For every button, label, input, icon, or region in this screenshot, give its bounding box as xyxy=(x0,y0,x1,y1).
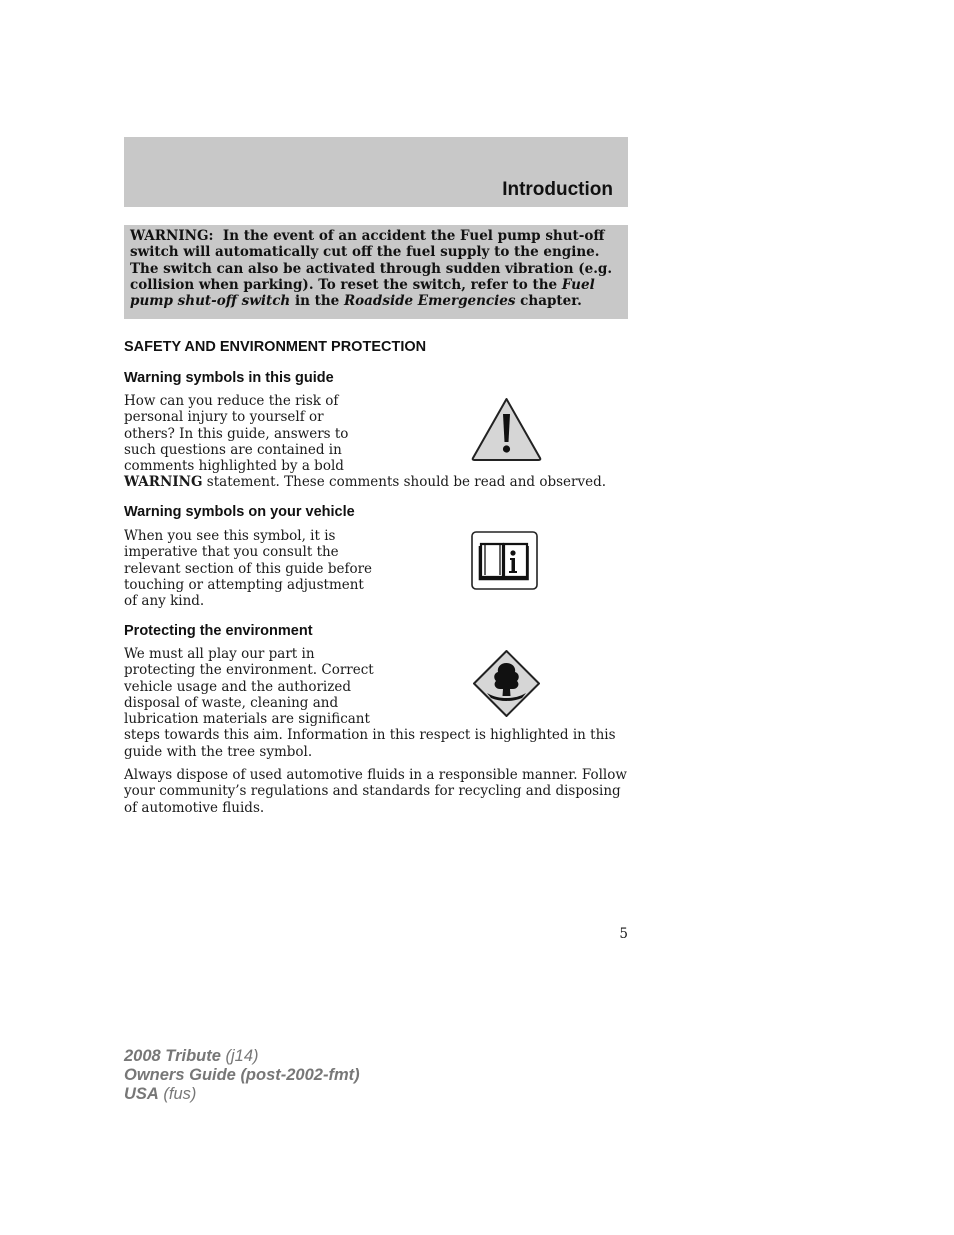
warning-line-2: switch will automatically cut off the fuel supply to the engine. xyxy=(130,244,600,261)
chapter-header-band xyxy=(124,137,628,207)
warning-line-1: WARNING: In the event of an accident the Fuel pump shut-off xyxy=(130,228,605,244)
warning-keyword: WARNING xyxy=(124,474,203,491)
footer-line-2: Owners Guide (post-2002-fmt) xyxy=(124,1066,360,1084)
fuel-pump-warning-box xyxy=(124,225,628,319)
guide-symbols-heading: Warning symbols in this guide xyxy=(124,370,334,386)
warning-line-5: pump shut-off switch in the Roadside Emergencies chapter. xyxy=(130,293,582,310)
tree-diamond-icon xyxy=(472,649,541,718)
chapter-title: Introduction xyxy=(502,179,613,200)
warning-line-4: collision when parking). To reset the switch, refer to the Fuel xyxy=(130,276,595,293)
environment-text: We must all play our part in protecting the environment. Correct vehicle usage and the authorized disposal of waste, cleaning and lubrication materials are significant steps towards this aim. Information in this respect is highlighted in this guide with the tree symbol. xyxy=(124,646,616,760)
footer-line-1: 2008 Tribute (j14) xyxy=(124,1047,259,1065)
page-number: 5 xyxy=(619,926,628,942)
footer-line-3: USA (fus) xyxy=(124,1085,197,1103)
vehicle-symbols-heading: Warning symbols on your vehicle xyxy=(124,504,355,520)
section-heading: SAFETY AND ENVIRONMENT PROTECTION xyxy=(124,339,427,355)
warning-triangle-icon xyxy=(470,396,543,462)
disposal-paragraph: Always dispose of used automotive fluids in a responsible manner. Follow your community’s regulations and standards for recycling and disposing of automotive fluids. xyxy=(124,767,627,816)
document-footer xyxy=(124,1047,360,1104)
owner-manual-info-icon xyxy=(471,531,538,590)
warning-label: WARNING: xyxy=(130,228,214,244)
warning-line-3: The switch can also be activated through sudden vibration (e.g. xyxy=(130,260,613,277)
environment-heading: Protecting the environment xyxy=(124,623,313,639)
vehicle-symbols-text: When you see this symbol, it is imperative that you consult the relevant section of this guide before touching or attempting adjustment of any kind. xyxy=(124,528,373,610)
guide-symbols-text: How can you reduce the risk of personal injury to yourself or others? In this guide, answers to such questions are contained in comments highlighted by a bold WARNING statement. These comments should be read and observed. xyxy=(124,393,607,491)
